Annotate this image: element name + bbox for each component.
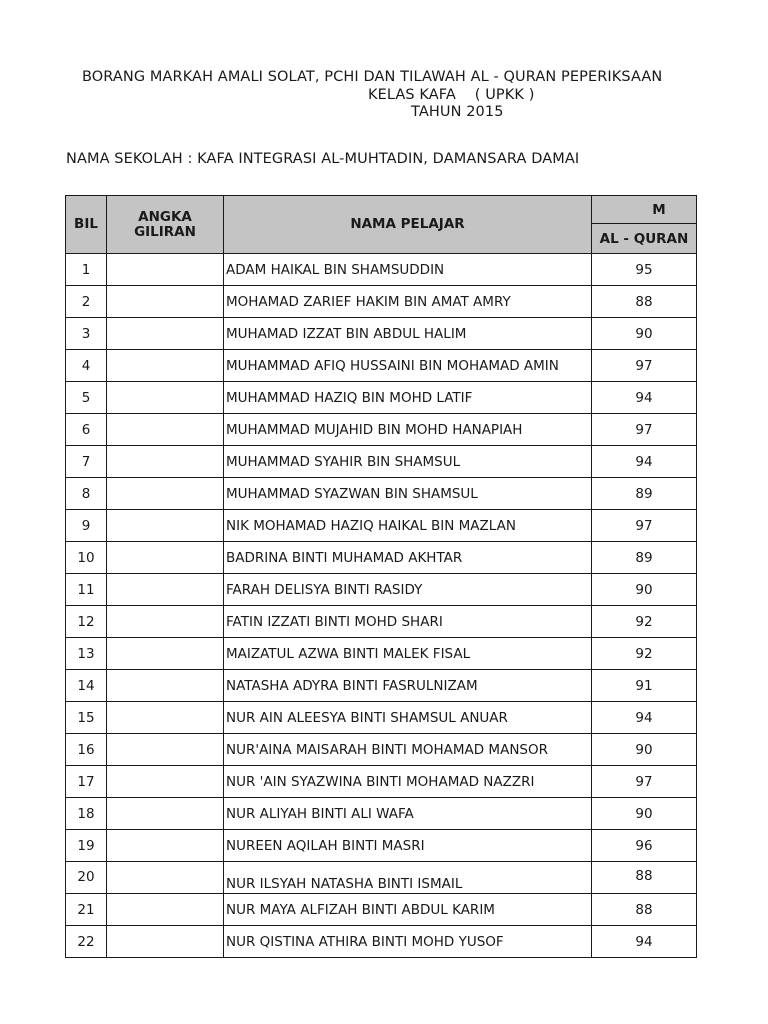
quran-mark: 97 — [592, 414, 697, 446]
student-name: NUR ALIYAH BINTI ALI WAFA — [224, 798, 592, 830]
angka-giliran-cell — [107, 606, 224, 638]
angka-giliran-cell — [107, 766, 224, 798]
quran-mark: 88 — [592, 894, 697, 926]
quran-mark: 97 — [592, 350, 697, 382]
angka-giliran-cell — [107, 638, 224, 670]
table-row — [66, 286, 697, 318]
angka-giliran-cell — [107, 382, 224, 414]
row-number: 12 — [66, 606, 107, 638]
angka-giliran-cell — [107, 862, 224, 894]
row-number: 13 — [66, 638, 107, 670]
row-number: 22 — [66, 926, 107, 958]
student-name: MUHAMMAD SYAZWAN BIN SHAMSUL — [224, 478, 592, 510]
student-name: ADAM HAIKAL BIN SHAMSUDDIN — [224, 254, 592, 286]
table-row — [66, 446, 697, 478]
quran-mark: 94 — [592, 926, 697, 958]
quran-mark: 90 — [592, 318, 697, 350]
student-name: MUHAMAD IZZAT BIN ABDUL HALIM — [224, 318, 592, 350]
row-number: 11 — [66, 574, 107, 606]
row-number: 19 — [66, 830, 107, 862]
row-number: 15 — [66, 702, 107, 734]
row-number: 2 — [66, 286, 107, 318]
angka-giliran-cell — [107, 798, 224, 830]
quran-mark: 94 — [592, 702, 697, 734]
table-row — [66, 414, 697, 446]
table-row — [66, 926, 697, 958]
student-name: NUR 'AIN SYAZWINA BINTI MOHAMAD NAZZRI — [224, 766, 592, 798]
angka-giliran-cell — [107, 830, 224, 862]
angka-giliran-cell — [107, 318, 224, 350]
student-name: NUREEN AQILAH BINTI MASRI — [224, 830, 592, 862]
student-name: MUHAMMAD AFIQ HUSSAINI BIN MOHAMAD AMIN — [224, 350, 592, 382]
angka-giliran-cell — [107, 414, 224, 446]
student-name: FARAH DELISYA BINTI RASIDY — [224, 574, 592, 606]
angka-giliran-cell — [107, 446, 224, 478]
col-header-angka-giliran: ANGKA GILIRAN — [107, 196, 224, 254]
form-title-line-1: BORANG MARKAH AMALI SOLAT, PCHI DAN TILAWAH AL - QURAN PEPERIKSAAN — [82, 69, 663, 85]
student-name: NUR AIN ALEESYA BINTI SHAMSUL ANUAR — [224, 702, 592, 734]
col-header-al-quran: AL - QURAN — [592, 224, 697, 254]
angka-giliran-cell — [107, 254, 224, 286]
quran-mark: 92 — [592, 606, 697, 638]
student-name: NUR MAYA ALFIZAH BINTI ABDUL KARIM — [224, 894, 592, 926]
table-body — [66, 254, 697, 958]
row-number: 21 — [66, 894, 107, 926]
student-name: NATASHA ADYRA BINTI FASRULNIZAM — [224, 670, 592, 702]
quran-mark: 97 — [592, 510, 697, 542]
quran-mark: 90 — [592, 798, 697, 830]
table-row — [66, 638, 697, 670]
table-row — [66, 606, 697, 638]
student-name: MAIZATUL AZWA BINTI MALEK FISAL — [224, 638, 592, 670]
angka-giliran-cell — [107, 286, 224, 318]
quran-mark: 90 — [592, 574, 697, 606]
student-name: MUHAMMAD HAZIQ BIN MOHD LATIF — [224, 382, 592, 414]
row-number: 6 — [66, 414, 107, 446]
form-title-line-3: TAHUN 2015 — [411, 104, 504, 120]
table-row — [66, 862, 697, 894]
row-number: 1 — [66, 254, 107, 286]
quran-mark: 89 — [592, 478, 697, 510]
angka-giliran-cell — [107, 510, 224, 542]
quran-mark: 95 — [592, 254, 697, 286]
student-name: MUHAMMAD MUJAHID BIN MOHD HANAPIAH — [224, 414, 592, 446]
table-row — [66, 766, 697, 798]
school-name: NAMA SEKOLAH : KAFA INTEGRASI AL-MUHTADIN, DAMANSARA DAMAI — [66, 151, 580, 167]
row-number: 20 — [66, 862, 107, 894]
row-number: 5 — [66, 382, 107, 414]
table-row — [66, 670, 697, 702]
row-number: 18 — [66, 798, 107, 830]
table-row — [66, 702, 697, 734]
form-title-line-2: KELAS KAFA ( UPKK ) — [368, 87, 535, 103]
col-header-nama-pelajar: NAMA PELAJAR — [224, 196, 592, 254]
table-row — [66, 510, 697, 542]
student-name: NUR QISTINA ATHIRA BINTI MOHD YUSOF — [224, 926, 592, 958]
table-row — [66, 574, 697, 606]
angka-giliran-cell — [107, 670, 224, 702]
quran-mark: 90 — [592, 734, 697, 766]
col-header-group: M — [592, 196, 697, 224]
table-row — [66, 254, 697, 286]
quran-mark: 92 — [592, 638, 697, 670]
student-name: NIK MOHAMAD HAZIQ HAIKAL BIN MAZLAN — [224, 510, 592, 542]
student-name: MOHAMAD ZARIEF HAKIM BIN AMAT AMRY — [224, 286, 592, 318]
angka-giliran-cell — [107, 702, 224, 734]
table-row — [66, 894, 697, 926]
angka-giliran-cell — [107, 926, 224, 958]
table-row — [66, 382, 697, 414]
table-row — [66, 734, 697, 766]
table-row — [66, 478, 697, 510]
row-number: 10 — [66, 542, 107, 574]
student-name: NUR ILSYAH NATASHA BINTI ISMAIL — [224, 862, 592, 894]
angka-giliran-cell — [107, 478, 224, 510]
quran-mark: 91 — [592, 670, 697, 702]
student-name: NUR'AINA MAISARAH BINTI MOHAMAD MANSOR — [224, 734, 592, 766]
angka-giliran-cell — [107, 542, 224, 574]
row-number: 8 — [66, 478, 107, 510]
row-number: 17 — [66, 766, 107, 798]
table-row — [66, 542, 697, 574]
table-row — [66, 798, 697, 830]
row-number: 7 — [66, 446, 107, 478]
table-row — [66, 830, 697, 862]
quran-mark: 88 — [592, 862, 697, 894]
quran-mark: 94 — [592, 446, 697, 478]
col-header-bil: BIL — [66, 196, 107, 254]
student-name: BADRINA BINTI MUHAMAD AKHTAR — [224, 542, 592, 574]
table-row — [66, 318, 697, 350]
row-number: 14 — [66, 670, 107, 702]
row-number: 4 — [66, 350, 107, 382]
row-number: 9 — [66, 510, 107, 542]
marks-table — [65, 195, 697, 958]
angka-giliran-cell — [107, 894, 224, 926]
quran-mark: 97 — [592, 766, 697, 798]
quran-mark: 94 — [592, 382, 697, 414]
student-name: MUHAMMAD SYAHIR BIN SHAMSUL — [224, 446, 592, 478]
quran-mark: 88 — [592, 286, 697, 318]
row-number: 16 — [66, 734, 107, 766]
table-row — [66, 350, 697, 382]
quran-mark: 89 — [592, 542, 697, 574]
angka-giliran-cell — [107, 734, 224, 766]
quran-mark: 96 — [592, 830, 697, 862]
row-number: 3 — [66, 318, 107, 350]
angka-giliran-cell — [107, 350, 224, 382]
student-name: FATIN IZZATI BINTI MOHD SHARI — [224, 606, 592, 638]
angka-giliran-cell — [107, 574, 224, 606]
